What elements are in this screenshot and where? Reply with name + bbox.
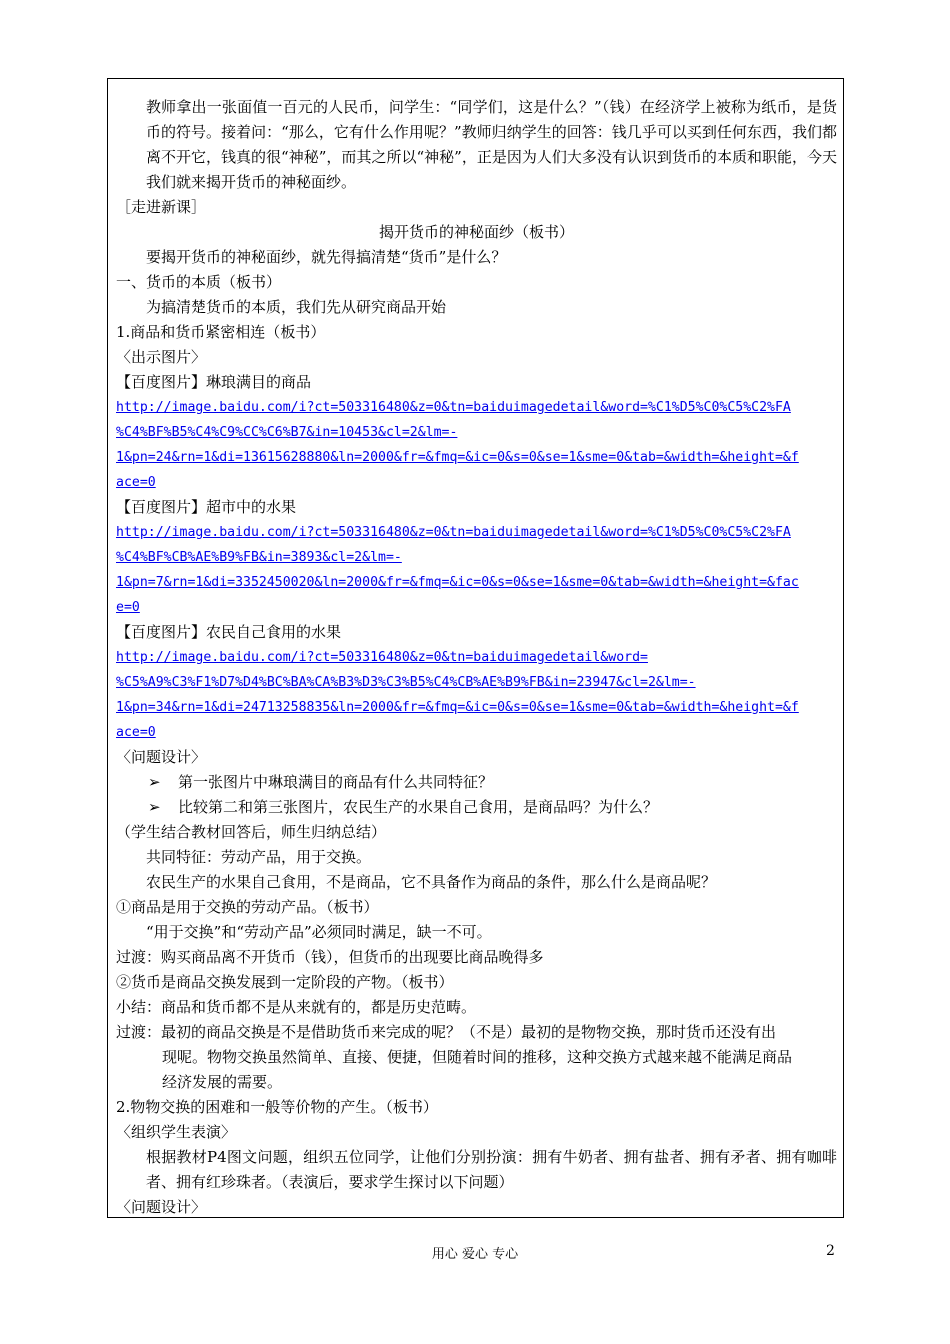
bullet-item xyxy=(116,770,837,795)
section-1-intro: 为搞清楚货币的本质，我们先从研究商品开始 xyxy=(146,298,447,316)
bullet-item xyxy=(116,795,837,820)
arrow-bullet-icon: ➢ xyxy=(148,773,161,791)
arrow-bullet-icon: ➢ xyxy=(148,798,161,816)
intro-paragraph: 教师拿出一张面值一百元的人民币，问学生：“同学们，这是什么？”（钱）在经济学上被称为纸币，是货币的符号。接着问：“那么，它有什么作用呢？”教师归纳学生的回答：钱几乎可以买到任何东西，我们都离不开它，钱真的很“神秘”，而其之所以“神秘”，正是因为人们大多没有认识到货币的本质和职能，今天我们就来揭开货币的神秘面纱。 xyxy=(146,98,837,191)
farmer-fruit-text: 农民生产的水果自己食用，不是商品，它不具备作为商品的条件，那么什么是商品呢？ xyxy=(146,873,717,891)
board-title: 揭开货币的神秘面纱（板书） xyxy=(378,223,574,241)
question-design-heading: 〈问题设计〉 xyxy=(116,748,207,766)
picture-2-title: 【百度图片】超市中的水果 xyxy=(116,498,297,516)
picture-3-link-line-3[interactable]: 1&pn=34&rn=1&di=24713258835&ln=2000&fr=&fmq=&ic=0&s=0&se=1&sme=0&tab=&width=&height=&f xyxy=(116,700,799,715)
point-1-heading: 1.商品和货币紧密相连（板书） xyxy=(116,323,326,341)
point-2-heading: 2.物物交换的困难和一般等价物的产生。（板书） xyxy=(116,1098,438,1116)
bullet-text: 第一张图片中琳琅满目的商品有什么共同特征？ xyxy=(178,773,494,791)
new-lesson-heading: ［走进新课］ xyxy=(116,198,207,216)
footer-motto: 用心 爱心 专心 xyxy=(431,1247,519,1262)
picture-2-link-line-2[interactable]: %C4%BF%CB%AE%B9%FB&in=3893&cl=2&lm=- xyxy=(116,550,402,565)
picture-1-link-line-2[interactable]: %C4%BF%B5%C4%C9%CC%C6%B7&in=10453&cl=2&lm=- xyxy=(116,425,458,440)
page-number: 2 xyxy=(826,1243,835,1259)
picture-3-link-line-4[interactable]: ace=0 xyxy=(116,725,156,740)
transition-2-line-3: 经济发展的需要。 xyxy=(162,1073,283,1091)
transition-1: 过渡：购买商品离不开货币（钱），但货币的出现要比商品晚得多 xyxy=(116,948,544,966)
common-feature: 共同特征：劳动产品，用于交换。 xyxy=(146,848,372,866)
picture-3-link-line-1[interactable]: http://image.baidu.com/i?ct=503316480&z=0&tn=baiduimagedetail&word= xyxy=(116,650,648,665)
show-pictures-note: 〈出示图片〉 xyxy=(116,348,207,366)
picture-2-link-line-3[interactable]: 1&pn=7&rn=1&di=3352450020&ln=2000&fr=&fmq=&ic=0&s=0&se=1&sme=0&tab=&width=&height=&fac xyxy=(116,575,799,590)
definition-2: ②货币是商品交换发展到一定阶段的产物。（板书） xyxy=(116,973,454,991)
both-needed-text: “用于交换”和“劳动产品”必须同时满足，缺一不可。 xyxy=(146,923,492,941)
summary-text: 小结：商品和货币都不是从来就有的，都是历史范畴。 xyxy=(116,998,477,1016)
picture-3-title: 【百度图片】农民自己食用的水果 xyxy=(116,623,342,641)
performance-paragraph: 根据教材P4图文问题，组织五位同学，让他们分别扮演：拥有牛奶者、拥有盐者、拥有矛者、拥有咖啡者、拥有红珍珠者。（表演后，要求学生探讨以下问题） xyxy=(146,1148,837,1191)
bullet-text: 比较第二和第三张图片，农民生产的水果自己食用，是商品吗？为什么？ xyxy=(178,798,659,816)
section-1-heading: 一、货币的本质（板书） xyxy=(116,273,282,291)
definition-1: ①商品是用于交换的劳动产品。（板书） xyxy=(116,898,379,916)
picture-2-link-line-1[interactable]: http://image.baidu.com/i?ct=503316480&z=0&tn=baiduimagedetail&word=%C1%D5%C0%C5%C2%FA xyxy=(116,525,791,540)
question-design-heading-2: 〈问题设计〉 xyxy=(116,1198,207,1216)
picture-1-link-line-1[interactable]: http://image.baidu.com/i?ct=503316480&z=0&tn=baiduimagedetail&word=%C1%D5%C0%C5%C2%FA xyxy=(116,400,791,415)
organize-performance-note: 〈组织学生表演〉 xyxy=(116,1123,237,1141)
picture-3-link-line-2[interactable]: %C5%A9%C3%F1%D7%D4%BC%BA%CA%B3%D3%C3%B5%C4%CB%AE%B9%FB&in=23947&cl=2&lm=- xyxy=(116,675,696,690)
question-intro: 要揭开货币的神秘面纱，就先得搞清楚“货币”是什么？ xyxy=(146,248,507,266)
picture-1-title: 【百度图片】琳琅满目的商品 xyxy=(116,373,312,391)
picture-2-link-line-4[interactable]: e=0 xyxy=(116,600,140,615)
student-answer-note: （学生结合教材回答后，师生归纳总结） xyxy=(116,823,387,841)
picture-1-link-line-4[interactable]: ace=0 xyxy=(116,475,156,490)
lesson-content-box xyxy=(107,78,844,1218)
picture-1-link-line-3[interactable]: 1&pn=24&rn=1&di=13615628880&ln=2000&fr=&fmq=&ic=0&s=0&se=1&sme=0&tab=&width=&height=&f xyxy=(116,450,799,465)
transition-2-line-2: 现呢。物物交换虽然简单、直接、便捷，但随着时间的推移，这种交换方式越来越不能满足商品 xyxy=(162,1048,793,1066)
transition-2-line-1: 过渡：最初的商品交换是不是借助货币来完成的呢？（不是）最初的是物物交换，那时货币还没有出 xyxy=(116,1023,777,1041)
